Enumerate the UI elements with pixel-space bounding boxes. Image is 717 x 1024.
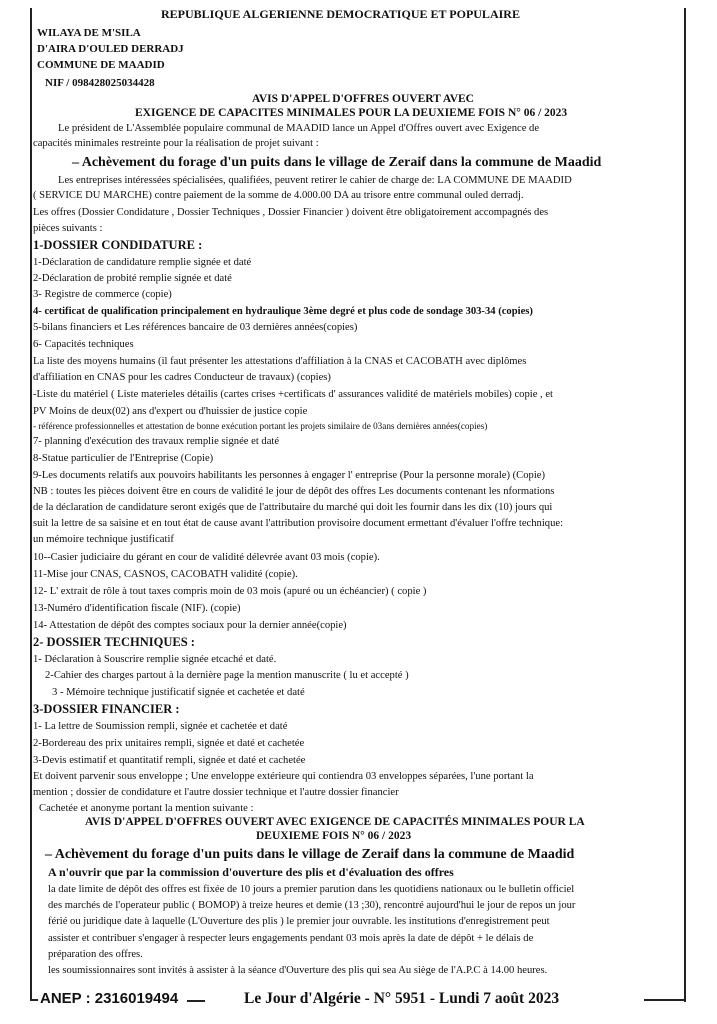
paragraph-line: pièces suivants :: [33, 223, 103, 234]
list-item: 2-Cahier des charges partout à la dernière page la mention manuscrite ( lu et accepté ): [45, 670, 409, 681]
section-heading-candidature: 1-DOSSIER CONDIDATURE :: [33, 238, 203, 252]
paragraph-line: Les offres (Dossier Condidature , Dossier Techniques , Dossier Financier ) doivent être obligatoirement accompagnés des: [33, 207, 549, 218]
nif-label: NIF / 098428025034428: [45, 77, 155, 89]
project-title: – Achèvement du forage d'un puits dans le village de Zeraif dans la commune de Maadid: [72, 155, 602, 170]
nb-line: NB : toutes les pièces doivent être en cours de validité le jour de dépôt des offres Les documents contenant les nformations: [33, 486, 555, 497]
list-item: PV Moins de deux(02) ans d'expert ou d'huissier de justice copie: [33, 406, 308, 417]
list-item: 3 - Mémoire technique justificatif signée et cachetée et daté: [52, 687, 305, 698]
frame-border-right: [684, 8, 686, 1002]
list-item: 7- planning d'exécution des travaux remplie signée et daté: [33, 436, 280, 447]
paragraph-line: ( SERVICE DU MARCHE) contre paiement de la somme de 4.000.00 DA au trisore entre communal ouled derradj.: [33, 190, 524, 201]
section-heading-technique: 2- DOSSIER TECHNIQUES :: [33, 635, 195, 649]
envelope-project-title: – Achèvement du forage d'un puits dans le village de Zeraif dans la commune de Maadid: [45, 847, 575, 862]
paragraph-line: les soumissionnaires sont invités à assister à la séance d'Ouverture des plis qui sea Au siège de l'A.P.C à 14.00 heures.: [48, 965, 548, 976]
list-item: 1-Déclaration de candidature remplie signée et daté: [33, 257, 252, 268]
list-item: 3-Devis estimatif et quantitatif rempli, signée et daté et cachetée: [33, 755, 306, 766]
list-item: d'affiliation en CNAS pour les cadres Conducteur de travaux) (copies): [33, 372, 331, 383]
list-item: 13-Numéro d'identification fiscale (NIF). (copie): [33, 603, 241, 614]
paragraph-line: Les entreprises intéressées spécialisées, qualifiées, peuvent retirer le cahier de charge de: LA COMMUNE DE MAADID: [58, 175, 572, 186]
section-heading-financier: 3-DOSSIER FINANCIER :: [33, 702, 180, 716]
envelope-opening-note: A n'ouvrir que par la commission d'ouverture des plis et d'évaluation des offres: [48, 865, 454, 879]
list-item: 1- Déclaration à Souscrire remplie signée etcaché et daté.: [33, 654, 277, 665]
wilaya-label: WILAYA DE M'SILA: [37, 27, 141, 39]
list-item: 2-Déclaration de probité remplie signée et daté: [33, 273, 232, 284]
paragraph-line: des marchés de l'operateur public ( BOMOP) à treize heures et demie (13 ;30), rencontré aujourd'hui le jour de repos un jour: [48, 900, 576, 911]
list-item: 8-Statue particulier de l'Entreprise (Copie): [33, 453, 214, 464]
frame-border-bottom-right: [644, 999, 686, 1001]
paragraph-line: férié ou juridique date à laquelle (L'Ouverture des plis ) le premier jour ouvrable. les institutions d'enregistrement peut: [48, 916, 550, 927]
daira-label: D'AIRA D'OULED DERRADJ: [37, 43, 184, 55]
list-item: 9-Les documents relatifs aux pouvoirs habilitants les personnes à engager l' entreprise (Pour la personne morale) (Copie): [33, 470, 546, 481]
list-item: 2-Bordereau des prix unitaires rempli, signée et daté et cachetée: [33, 738, 305, 749]
list-item: La liste des moyens humains (il faut présenter les attestations d'affiliation à la CNAS et CACOBATH avec diplômes: [33, 356, 527, 367]
list-item: 3- Registre de commerce (copie): [33, 289, 172, 300]
frame-border-left: [30, 8, 32, 1000]
paragraph-line: Et doivent parvenir sous enveloppe ; Une enveloppe extérieure qui contiendra 03 enveloppes séparées, l'une portant la: [33, 771, 534, 782]
list-item: 1- La lettre de Soumission rempli, signée et cachetée et daté: [33, 721, 288, 732]
nb-line: un mémoire technique justificatif: [33, 534, 174, 545]
list-item: 10--Casier judiciaire du gérant en cour de validité délevrée avant 03 mois (copie).: [33, 552, 380, 563]
list-item: - référence professionnelles et attestation de bonne exécution portant les projets similaire de 03ans dernières années(copies): [33, 421, 488, 431]
list-item: 6- Capacités techniques: [33, 339, 134, 350]
notice-title-line1: AVIS D'APPEL D'OFFRES OUVERT AVEC: [252, 93, 474, 105]
frame-border-bottom: [30, 999, 38, 1001]
journal-citation: Le Jour d'Algérie - N° 5951 - Lundi 7 août 2023: [244, 990, 560, 1007]
envelope-title-line2: DEUXIEME FOIS N° 06 / 2023: [256, 830, 412, 842]
republic-heading: REPUBLIQUE ALGERIENNE DEMOCRATIQUE ET POPULAIRE: [161, 7, 520, 21]
footer-separator: [187, 1000, 205, 1002]
notice-title-line2: EXIGENCE DE CAPACITES MINIMALES POUR LA DEUXIEME FOIS N° 06 / 2023: [135, 107, 568, 119]
paragraph-line: la date limite de dépôt des offres est fixée de 10 jours a premier parution dans les quotidiens nationaux ou le bulletin officiel: [48, 884, 575, 895]
list-item: 12- L' extrait de rôle à tout taxes compris moin de 03 mois (apuré ou un échéancier) ( copie ): [33, 586, 427, 597]
paragraph-line: préparation des offres.: [48, 949, 143, 960]
envelope-title-line1: AVIS D'APPEL D'OFFRES OUVERT AVEC EXIGENCE DE CAPACITÉS MINIMALES POUR LA: [85, 816, 585, 828]
nb-line: suit la lettre de sa saisine et en tout état de cause avant l'attribution provisoire document ermettant d'évaluer l'offre technique:: [33, 518, 564, 529]
list-item: 11-Mise jour CNAS, CASNOS, CACOBATH validité (copie).: [33, 569, 298, 580]
paragraph-line: mention ; dossier de condidature et l'autre dossier technique et l'autre dossier financier: [33, 787, 399, 798]
paragraph-line: Cachetée et anonyme portant la mention suivante :: [39, 803, 254, 814]
intro-line2: capacités minimales restreinte pour la réalisation de projet suivant :: [33, 138, 319, 149]
intro-line1: Le président de L'Assemblée populaire communal de MAADID lance un Appel d'Offres ouvert avec Exigence de: [58, 123, 540, 134]
list-item: 14- Attestation de dépôt des comptes sociaux pour la dernier année(copie): [33, 620, 347, 631]
list-item: -Liste du matériel ( Liste materieles détailis (cartes crises +certificats d' assurances validité de matériels mobiles) copie , et: [33, 389, 554, 400]
anep-reference: ANEP : 2316019494: [40, 990, 179, 1007]
commune-label: COMMUNE DE MAADID: [37, 59, 165, 71]
nb-line: de la déclaration de candidature seront exigés que de l'attributaire du marché qui doit les fournir dans les dix (10) jours qui: [33, 502, 553, 513]
paragraph-line: assister et contribuer s'engager à respecter leurs engagements pendant 03 mois après la date de dépôt + le délais de: [48, 933, 534, 944]
list-item: 4- certificat de qualification principalement en hydraulique 3ème degré et plus code de sondage 303-34 (copies): [33, 306, 533, 317]
list-item: 5-bilans financiers et Les références bancaire de 03 dernières années(copies): [33, 322, 358, 333]
